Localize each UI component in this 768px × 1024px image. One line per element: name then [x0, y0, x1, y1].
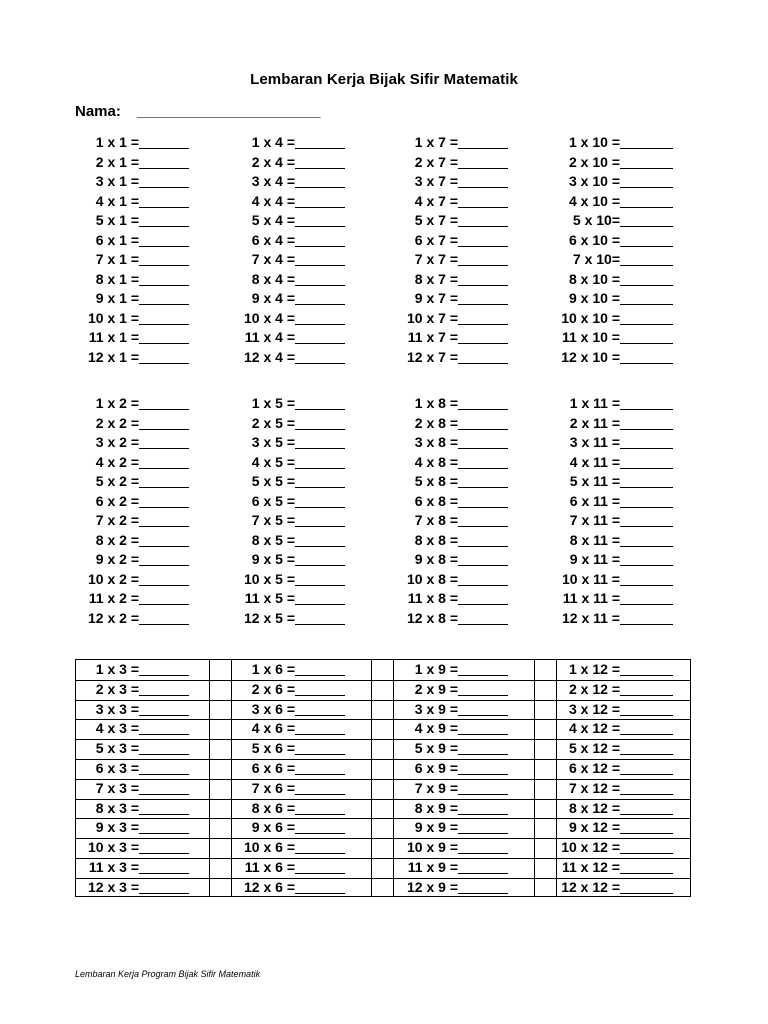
answer-blank[interactable] [620, 417, 673, 430]
problem-label: 3 x 11 = [569, 434, 620, 450]
problem-label: 7 x 4 = [251, 251, 295, 267]
problem-row [0, 453, 768, 473]
name-field-row [75, 103, 321, 120]
problem-label: 6 x 8 = [414, 492, 458, 509]
problem-label: 9 x 6 = [251, 819, 295, 836]
problem-row [0, 433, 768, 453]
problem-label: 6 x 5 = [251, 492, 295, 509]
problem-label: 10 x 12 = [561, 839, 620, 856]
answer-blank[interactable] [620, 573, 673, 586]
problem-label: 7 x 6 = [251, 779, 295, 796]
problem-label: 11 x 4 = [244, 329, 295, 345]
problem-label: 5 x 10= [572, 212, 620, 228]
problem-label: 3 x 4 = [251, 173, 295, 189]
problem-label: 11 x 3 = [88, 859, 139, 875]
problem-row [0, 680, 768, 700]
problem-label: 3 x 7 = [414, 173, 458, 189]
answer-blank[interactable] [620, 841, 673, 854]
problem-label: 11 x 2 = [88, 590, 139, 606]
problem-label: 12 x 8 = [407, 609, 458, 626]
problem-row [0, 348, 768, 368]
problem-row [0, 250, 768, 270]
problem-label: 12 x 10 = [561, 348, 620, 365]
problem-label: 4 x 8 = [414, 453, 458, 470]
problem-label: 1 x 12 = [569, 661, 620, 677]
problem-label: 5 x 8 = [414, 473, 458, 489]
problem-label: 11 x 10 = [561, 329, 620, 345]
problem-label: 6 x 12 = [569, 760, 620, 776]
answer-blank[interactable] [620, 802, 673, 815]
problem-label: 9 x 7 = [414, 290, 458, 306]
problem-row [0, 739, 768, 759]
problem-row [0, 858, 768, 878]
problem-label: 3 x 8 = [414, 434, 458, 450]
problem-label: 12 x 6 = [244, 878, 295, 895]
problem-label: 10 x 1 = [88, 309, 139, 326]
problem-label: 1 x 1 = [95, 134, 139, 150]
problem-label: 8 x 4 = [251, 270, 295, 287]
problem-label: 7 x 10= [572, 251, 620, 267]
problem-label: 5 x 1 = [95, 212, 139, 228]
answer-blank[interactable] [620, 234, 673, 247]
answer-blank[interactable] [620, 534, 673, 547]
problem-label: 1 x 8 = [414, 395, 458, 411]
problem-label: 12 x 3 = [88, 878, 139, 895]
problem-label: 7 x 11 = [569, 512, 620, 528]
problem-label: 12 x 1 = [88, 348, 139, 365]
problem-label: 3 x 6 = [251, 700, 295, 717]
answer-blank[interactable] [620, 175, 673, 188]
problem-row [0, 231, 768, 251]
problem-label: 2 x 10 = [569, 153, 620, 170]
problem-label: 7 x 3 = [95, 779, 139, 796]
problem-label: 8 x 12 = [569, 799, 620, 816]
problem-label: 12 x 11 = [561, 609, 620, 626]
answer-blank[interactable] [620, 456, 673, 469]
problem-label: 5 x 2 = [95, 473, 139, 489]
footer-text: Lembaran Kerja Program Bijak Sifir Matematik [75, 969, 261, 979]
problem-row [0, 719, 768, 739]
answer-blank[interactable] [620, 397, 673, 410]
problem-label: 2 x 8 = [414, 414, 458, 431]
problem-label: 3 x 12 = [569, 700, 620, 717]
page-title: Lembaran Kerja Bijak Sifir Matematik [250, 71, 518, 88]
problem-label: 10 x 3 = [88, 839, 139, 856]
problem-label: 1 x 3 = [95, 661, 139, 677]
answer-blank[interactable] [620, 436, 673, 449]
problem-label: 10 x 6 = [244, 839, 295, 856]
problem-label: 10 x 7 = [407, 309, 458, 326]
problem-label: 3 x 9 = [414, 700, 458, 717]
problem-label: 1 x 5 = [251, 395, 295, 411]
problem-label: 3 x 2 = [95, 434, 139, 450]
problem-label: 5 x 3 = [95, 740, 139, 757]
answer-blank[interactable] [620, 495, 673, 508]
problem-label: 4 x 2 = [95, 453, 139, 470]
problem-row [0, 609, 768, 629]
answer-blank[interactable] [620, 683, 673, 696]
answer-blank[interactable] [620, 475, 673, 488]
answer-blank[interactable] [620, 612, 673, 625]
problem-label: 11 x 1 = [88, 329, 139, 345]
problem-row [0, 414, 768, 434]
problem-label: 9 x 10 = [569, 290, 620, 306]
answer-blank[interactable] [620, 553, 673, 566]
answer-blank[interactable] [620, 273, 673, 286]
problem-row [0, 289, 768, 309]
problem-label: 2 x 9 = [414, 680, 458, 697]
problem-label: 2 x 2 = [95, 414, 139, 431]
answer-blank[interactable] [620, 292, 673, 305]
problem-label: 1 x 7 = [414, 134, 458, 150]
problem-label: 7 x 5 = [251, 512, 295, 528]
answer-blank[interactable] [620, 782, 673, 795]
answer-blank[interactable] [620, 861, 673, 874]
problem-label: 1 x 10 = [569, 134, 620, 150]
problem-label: 5 x 9 = [414, 740, 458, 757]
problem-row [0, 779, 768, 799]
problem-label: 7 x 8 = [414, 512, 458, 528]
problem-label: 11 x 6 = [244, 859, 295, 875]
problem-row [0, 550, 768, 570]
problem-label: 5 x 12 = [569, 740, 620, 757]
answer-blank[interactable] [620, 514, 673, 527]
problem-label: 4 x 1 = [95, 192, 139, 209]
problem-row [0, 492, 768, 512]
problem-label: 10 x 8 = [407, 570, 458, 587]
problem-label: 8 x 5 = [251, 531, 295, 548]
problem-label: 2 x 4 = [251, 153, 295, 170]
problem-label: 2 x 6 = [251, 680, 295, 697]
problem-row [0, 531, 768, 551]
problem-row [0, 309, 768, 329]
problem-label: 6 x 3 = [95, 760, 139, 776]
problem-label: 5 x 11 = [569, 473, 620, 489]
answer-blank[interactable] [620, 195, 673, 208]
problem-row [0, 153, 768, 173]
problem-label: 11 x 11 = [562, 590, 620, 606]
problem-label: 9 x 11 = [569, 551, 620, 567]
problem-label: 9 x 3 = [95, 819, 139, 836]
problem-label: 6 x 7 = [414, 231, 458, 248]
answer-blank[interactable] [620, 722, 673, 735]
problem-row [0, 878, 768, 898]
name-label: Nama: [75, 103, 121, 120]
problem-label: 10 x 4 = [244, 309, 295, 326]
problem-label: 4 x 5 = [251, 453, 295, 470]
problem-row [0, 759, 768, 779]
problem-label: 5 x 6 = [251, 740, 295, 757]
problem-label: 2 x 1 = [95, 153, 139, 170]
problem-label: 8 x 7 = [414, 270, 458, 287]
problem-label: 6 x 9 = [414, 760, 458, 776]
problem-label: 3 x 3 = [95, 700, 139, 717]
problem-label: 4 x 4 = [251, 192, 295, 209]
problem-label: 9 x 8 = [414, 551, 458, 567]
problem-label: 9 x 9 = [414, 819, 458, 836]
problem-row [0, 589, 768, 609]
problem-label: 9 x 1 = [95, 290, 139, 306]
answer-blank[interactable] [620, 214, 673, 227]
problem-row [0, 660, 768, 680]
problem-label: 4 x 12 = [569, 720, 620, 737]
problem-label: 7 x 1 = [95, 251, 139, 267]
problem-row [0, 328, 768, 348]
problem-label: 1 x 9 = [414, 661, 458, 677]
problem-row [0, 133, 768, 153]
problem-label: 4 x 9 = [414, 720, 458, 737]
problem-row [0, 511, 768, 531]
problem-label: 6 x 1 = [95, 231, 139, 248]
problem-label: 5 x 5 = [251, 473, 295, 489]
problem-label: 5 x 7 = [414, 212, 458, 228]
problem-label: 11 x 8 = [407, 590, 458, 606]
problem-label: 7 x 7 = [414, 251, 458, 267]
problem-label: 1 x 4 = [251, 134, 295, 150]
problem-label: 10 x 5 = [244, 570, 295, 587]
answer-blank[interactable] [620, 312, 673, 325]
problem-label: 11 x 12 = [561, 859, 620, 875]
problem-label: 8 x 1 = [95, 270, 139, 287]
problem-label: 8 x 2 = [95, 531, 139, 548]
problem-label: 6 x 10 = [569, 231, 620, 248]
problem-label: 4 x 3 = [95, 720, 139, 737]
problem-label: 1 x 11 = [569, 395, 620, 411]
problem-label: 8 x 11 = [569, 531, 620, 548]
problem-row [0, 394, 768, 414]
problem-label: 1 x 6 = [251, 661, 295, 677]
problem-label: 2 x 11 = [569, 414, 620, 431]
problem-row [0, 172, 768, 192]
problem-label: 1 x 2 = [95, 395, 139, 411]
problem-label: 7 x 9 = [414, 779, 458, 796]
problem-label: 2 x 3 = [95, 680, 139, 697]
problem-row [0, 799, 768, 819]
problem-label: 12 x 4 = [244, 348, 295, 365]
problem-label: 2 x 7 = [414, 153, 458, 170]
problem-label: 7 x 2 = [95, 512, 139, 528]
answer-blank[interactable] [620, 742, 673, 755]
problem-label: 10 x 2 = [88, 570, 139, 587]
problem-label: 8 x 8 = [414, 531, 458, 548]
problem-row [0, 838, 768, 858]
problem-label: 9 x 4 = [251, 290, 295, 306]
problem-label: 4 x 10 = [569, 192, 620, 209]
problem-label: 9 x 2 = [95, 551, 139, 567]
problem-label: 9 x 12 = [569, 819, 620, 836]
answer-blank[interactable] [620, 703, 673, 716]
problem-row [0, 472, 768, 492]
problem-label: 8 x 6 = [251, 799, 295, 816]
answer-blank[interactable] [620, 592, 673, 605]
problem-row [0, 270, 768, 290]
problem-label: 5 x 4 = [251, 212, 295, 228]
problem-label: 11 x 5 = [244, 590, 295, 606]
problem-row [0, 192, 768, 212]
problem-label: 2 x 12 = [569, 680, 620, 697]
problem-label: 12 x 5 = [244, 609, 295, 626]
problem-row [0, 570, 768, 590]
problem-label: 8 x 10 = [569, 270, 620, 287]
problem-label: 8 x 9 = [414, 799, 458, 816]
answer-blank[interactable] [620, 156, 673, 169]
problem-label: 11 x 7 = [407, 329, 458, 345]
answer-blank[interactable] [620, 351, 673, 364]
problem-label: 6 x 4 = [251, 231, 295, 248]
name-field[interactable]: ______________________ [137, 103, 321, 120]
problem-label: 11 x 9 = [407, 859, 458, 875]
answer-blank[interactable] [620, 253, 673, 266]
problem-label: 8 x 3 = [95, 799, 139, 816]
problem-label: 6 x 2 = [95, 492, 139, 509]
answer-blank[interactable] [620, 881, 673, 894]
problem-label: 12 x 2 = [88, 609, 139, 626]
problem-label: 4 x 7 = [414, 192, 458, 209]
answer-blank[interactable] [620, 331, 673, 344]
problem-label: 9 x 5 = [251, 551, 295, 567]
answer-blank[interactable] [620, 136, 673, 149]
problem-row [0, 211, 768, 231]
problem-label: 6 x 11 = [569, 492, 620, 509]
problem-label: 12 x 7 = [407, 348, 458, 365]
problem-row [0, 700, 768, 720]
problem-label: 10 x 9 = [407, 839, 458, 856]
answer-blank[interactable] [620, 663, 673, 676]
problem-label: 3 x 1 = [95, 173, 139, 189]
problem-label: 3 x 10 = [569, 173, 620, 189]
answer-blank[interactable] [620, 762, 673, 775]
problem-label: 12 x 9 = [407, 878, 458, 895]
problem-label: 3 x 5 = [251, 434, 295, 450]
problem-label: 4 x 11 = [569, 453, 620, 470]
problem-label: 12 x 12 = [561, 878, 620, 895]
problem-label: 7 x 12 = [569, 779, 620, 796]
problem-label: 2 x 5 = [251, 414, 295, 431]
problem-label: 10 x 11 = [561, 570, 620, 587]
problem-label: 4 x 6 = [251, 720, 295, 737]
answer-blank[interactable] [620, 821, 673, 834]
problem-label: 6 x 6 = [251, 760, 295, 776]
problem-row [0, 818, 768, 838]
problem-label: 10 x 10 = [561, 309, 620, 326]
